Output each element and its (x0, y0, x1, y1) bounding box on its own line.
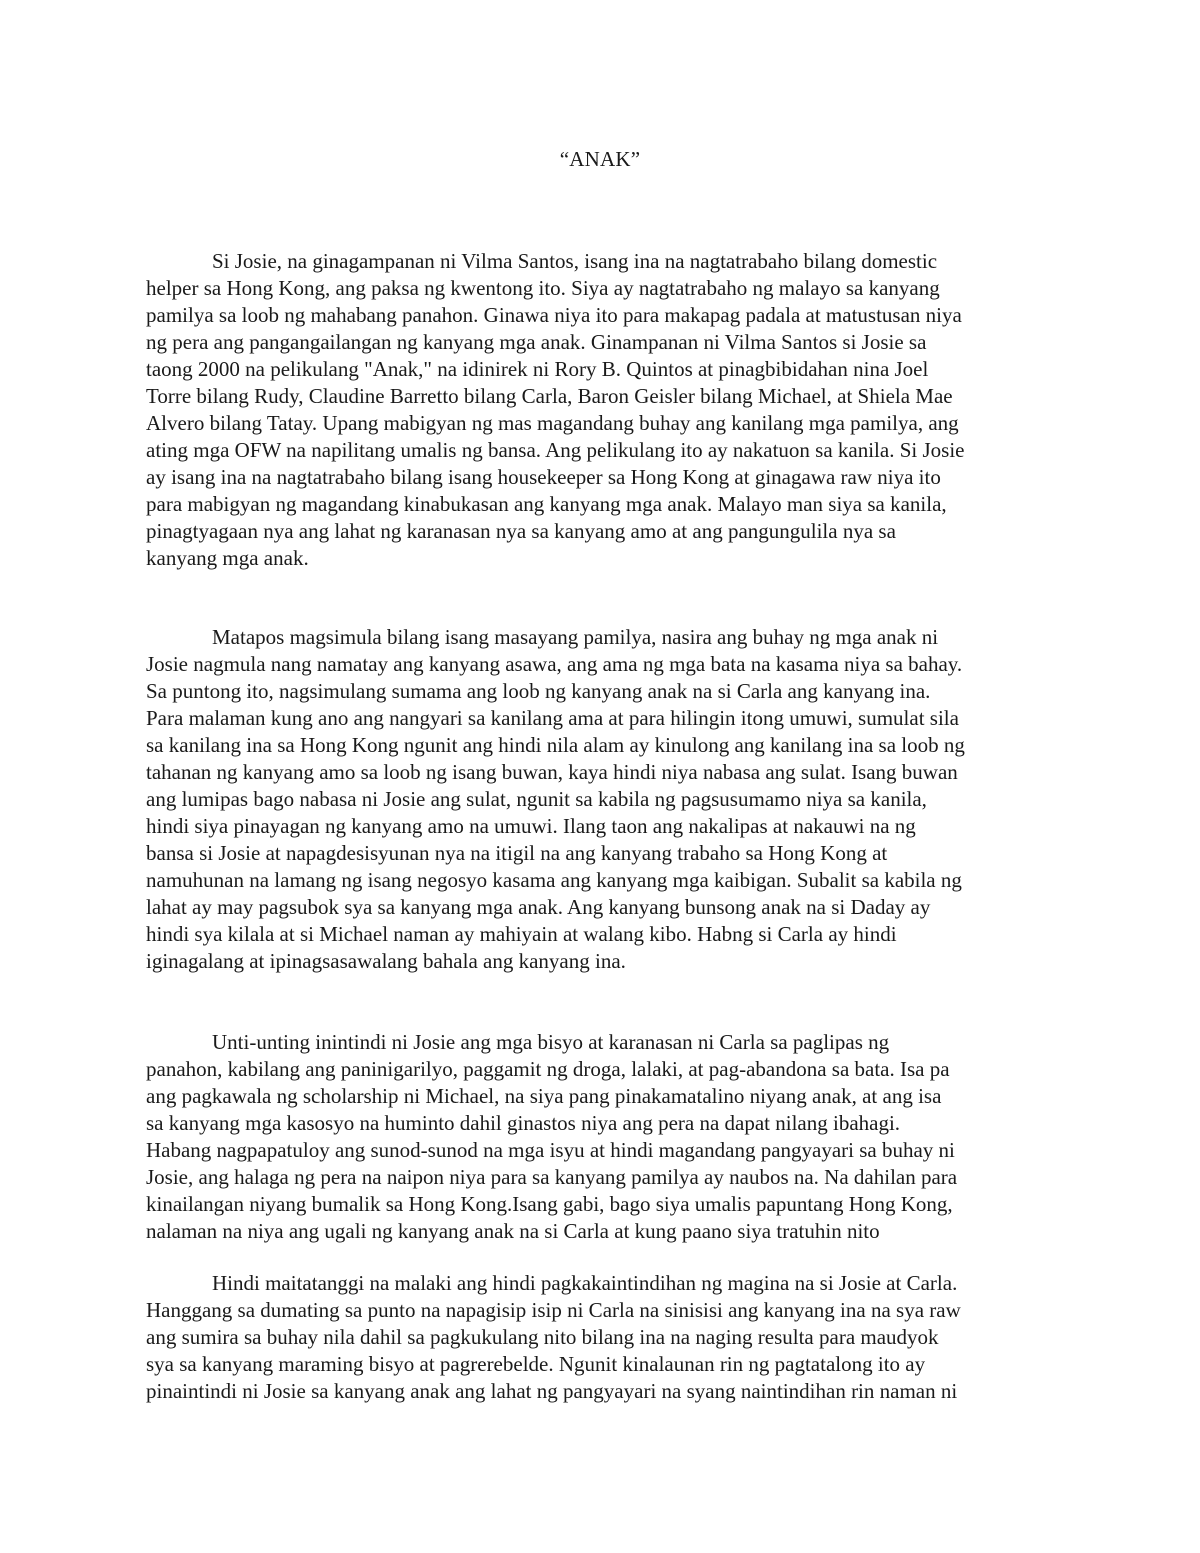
document-title: “ANAK” (559, 147, 641, 171)
paragraph-line: hindi sya kilala at si Michael naman ay mahiyain at walang kibo. Habng si Carla ay hindi (146, 922, 897, 946)
paragraph-line: Matapos magsimula bilang isang masayang pamilya, nasira ang buhay ng mga anak ni (212, 625, 939, 649)
paragraph-line: Para malaman kung ano ang nangyari sa kanilang ama at para hilingin itong umuwi, sumulat sila (146, 706, 959, 730)
paragraph-line: Unti-unting inintindi ni Josie ang mga bisyo at karanasan ni Carla sa paglipas ng (212, 1030, 890, 1054)
paragraph-line: para mabigyan ng magandang kinabukasan ang kanyang mga anak. Malayo man siya sa kanila, (146, 492, 947, 516)
paragraph-line: ang lumipas bago nabasa ni Josie ang sulat, ngunit sa kabila ng pagsusumamo niya sa kanila, (146, 787, 927, 811)
paragraph-line: hindi siya pinayagan ng kanyang amo na umuwi. Ilang taon ang nakalipas at nakauwi na ng (146, 814, 916, 838)
paragraph-line: kinailangan niyang bumalik sa Hong Kong.Isang gabi, bago siya umalis papuntang Hong Kong, (146, 1192, 953, 1216)
paragraph-line: Josie, ang halaga ng pera na naipon niya para sa kanyang pamilya ay naubos na. Na dahilan para (146, 1165, 958, 1189)
paragraph-line: ay isang ina na nagtatrabaho bilang isang housekeeper sa Hong Kong at ginagawa raw niya ito (146, 465, 941, 489)
paragraph-line: namuhunan na lamang ng isang negosyo kasama ang kanyang mga kaibigan. Subalit sa kabila ng (146, 868, 962, 892)
paragraph-line: pinagtyagaan nya ang lahat ng karanasan nya sa kanyang amo at ang pangungulila nya sa (146, 519, 896, 543)
paragraph-1 (146, 248, 1066, 572)
paragraph-line: Habang nagpapatuloy ang sunod-sunod na mga isyu at hindi magandang pangyayari sa buhay ni (146, 1138, 955, 1162)
paragraph-line: Alvero bilang Tatay. Upang mabigyan ng mas magandang buhay ang kanilang mga pamilya, ang (146, 411, 959, 435)
paragraph-line: nalaman na niya ang ugali ng kanyang anak na si Carla at kung paano siya tratuhin nito (146, 1219, 880, 1243)
paragraph-line: Hanggang sa dumating sa punto na napagisip isip ni Carla na sinisisi ang kanyang ina na sya raw (146, 1298, 961, 1322)
paragraph-line: helper sa Hong Kong, ang paksa ng kwentong ito. Siya ay nagtatrabaho ng malayo sa kanyang (146, 276, 940, 300)
paragraph-line: sa kanyang mga kasosyo na huminto dahil ginastos niya ang pera na dapat nilang ibahagi. (146, 1111, 901, 1135)
paragraph-line: Si Josie, na ginagampanan ni Vilma Santos, isang ina na nagtatrabaho bilang domestic (212, 249, 938, 273)
paragraph-line: ang sumira sa buhay nila dahil sa pagkukulang nito bilang ina na naging resulta para maudyok (146, 1325, 939, 1349)
paragraph-4 (146, 1270, 1066, 1405)
paragraph-line: pamilya sa loob ng mahabang panahon. Ginawa niya ito para makapag padala at matustusan niya (146, 303, 962, 327)
paragraph-line: bansa si Josie at napagdesisyunan nya na itigil na ang kanyang trabaho sa Hong Kong at (146, 841, 888, 865)
paragraph-3 (146, 1029, 1066, 1245)
paragraph-line: Hindi maitatanggi na malaki ang hindi pagkakaintindihan ng magina na si Josie at Carla. (212, 1271, 958, 1295)
paragraph-line: tahanan ng kanyang amo sa loob ng isang buwan, kaya hindi niya nabasa ang sulat. Isang buwan (146, 760, 958, 784)
paragraph-line: iginagalang at ipinagsasawalang bahala ang kanyang ina. (146, 949, 626, 973)
paragraph-line: ang pagkawala ng scholarship ni Michael, na siya pang pinakamatalino niyang anak, at ang isa (146, 1084, 942, 1108)
paragraph-line: sa kanilang ina sa Hong Kong ngunit ang hindi nila alam ay kinulong ang kanilang ina sa loob ng (146, 733, 965, 757)
paragraph-line: Josie nagmula nang namatay ang kanyang asawa, ang ama ng mga bata na kasama niya sa bahay. (146, 652, 963, 676)
paragraph-2 (146, 624, 1066, 975)
paragraph-line: taong 2000 na pelikulang "Anak," na idinirek ni Rory B. Quintos at pinagbibidahan nina Joel (146, 357, 929, 381)
paragraph-line: kanyang mga anak. (146, 546, 309, 570)
paragraph-line: ating mga OFW na napilitang umalis ng bansa. Ang pelikulang ito ay nakatuon sa kanila. Si Josie (146, 438, 965, 462)
paragraph-line: panahon, kabilang ang paninigarilyo, paggamit ng droga, lalaki, at pag-abandona sa bata. Isa pa (146, 1057, 950, 1081)
paragraph-line: Sa puntong ito, nagsimulang sumama ang loob ng kanyang anak na si Carla ang kanyang ina. (146, 679, 931, 703)
paragraph-line: ng pera ang pangangailangan ng kanyang mga anak. Ginampanan ni Vilma Santos si Josie sa (146, 330, 927, 354)
paragraph-line: Torre bilang Rudy, Claudine Barretto bilang Carla, Baron Geisler bilang Michael, at Shiela Mae (146, 384, 953, 408)
paragraph-line: sya sa kanyang maraming bisyo at pagrerebelde. Ngunit kinalaunan rin ng pagtatalong ito ay (146, 1352, 926, 1376)
paragraph-line: pinaintindi ni Josie sa kanyang anak ang lahat ng pangyayari na syang naintindihan rin naman ni (146, 1379, 958, 1403)
paragraph-line: lahat ay may pagsubok sya sa kanyang mga anak. Ang kanyang bunsong anak na si Daday ay (146, 895, 931, 919)
